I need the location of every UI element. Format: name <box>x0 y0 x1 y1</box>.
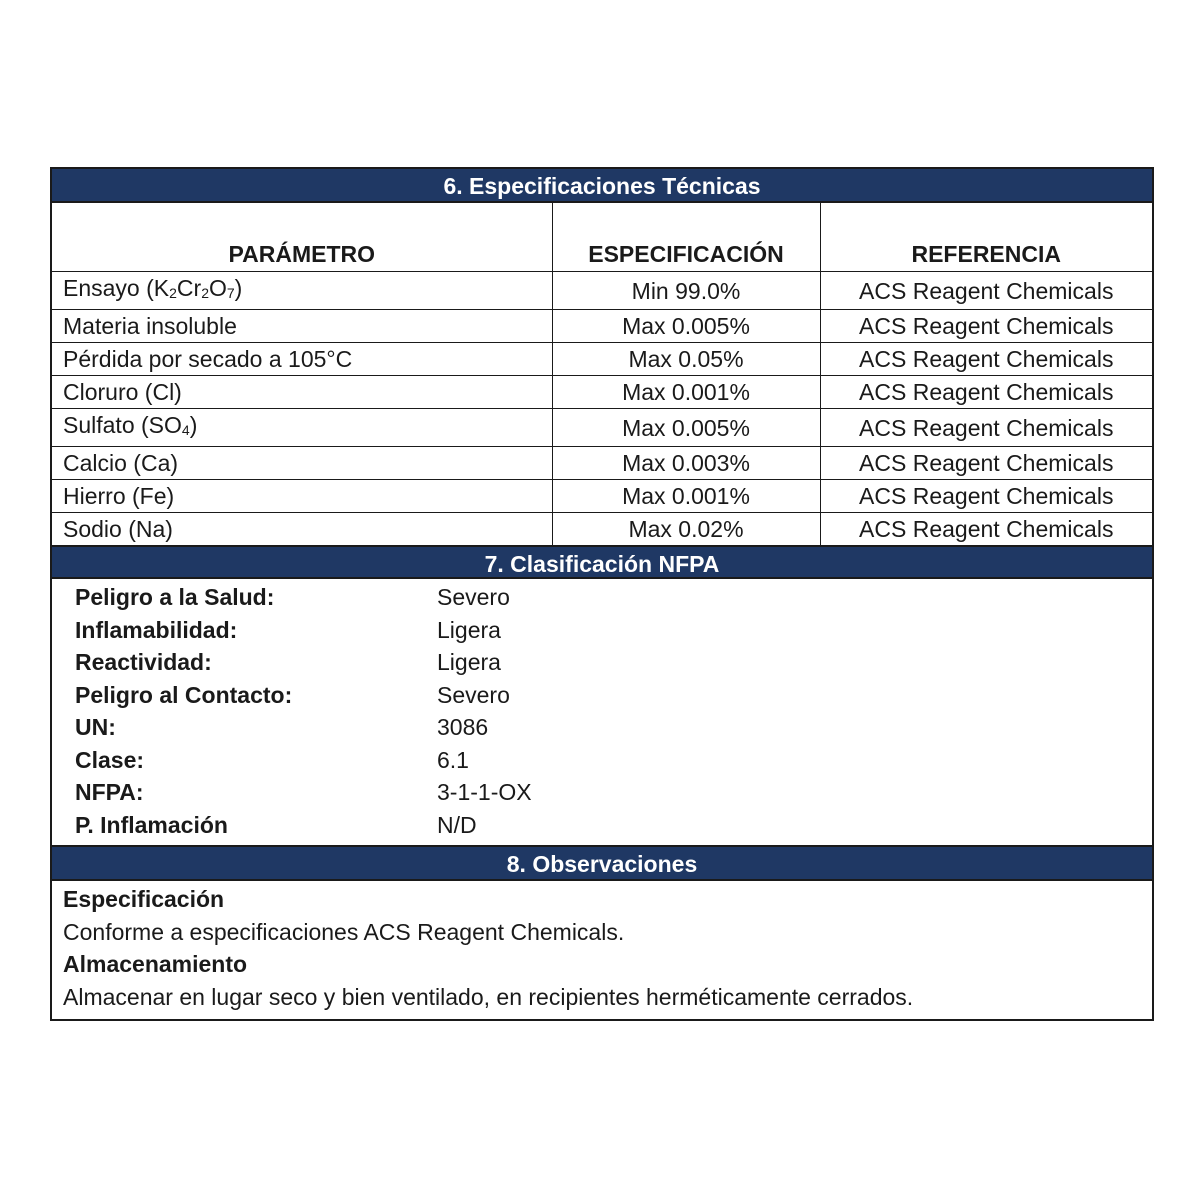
parameter-cell: Cloruro (Cl) <box>52 376 552 409</box>
section-6-header <box>52 169 1152 203</box>
column-header-specification: ESPECIFICACIÓN <box>552 203 820 272</box>
table-row <box>52 409 1152 447</box>
column-header-parameter: PARÁMETRO <box>52 203 552 272</box>
specification-cell: Max 0.001% <box>552 376 820 409</box>
table-row <box>52 447 1152 480</box>
nfpa-label: Reactividad: <box>75 649 212 675</box>
specification-cell: Max 0.05% <box>552 343 820 376</box>
reference-cell: ACS Reagent Chemicals <box>820 376 1152 409</box>
reference-cell: ACS Reagent Chemicals <box>820 343 1152 376</box>
specification-cell: Max 0.001% <box>552 480 820 513</box>
parameter-cell: Pérdida por secado a 105°C <box>52 343 552 376</box>
nfpa-label: UN: <box>75 714 116 740</box>
specifications-table <box>52 203 1152 545</box>
table-row <box>52 343 1152 376</box>
nfpa-value: 3-1-1-OX <box>437 779 532 805</box>
storage-heading: Almacenamiento <box>63 951 248 977</box>
reference-cell: ACS Reagent Chemicals <box>820 272 1152 310</box>
specification-cell: Min 99.0% <box>552 272 820 310</box>
observations-body <box>52 881 1152 1019</box>
specification-cell: Max 0.003% <box>552 447 820 480</box>
list-item <box>52 776 1152 809</box>
nfpa-value: Ligera <box>437 616 501 643</box>
section-7-header <box>52 545 1152 579</box>
list-item <box>52 614 1152 647</box>
section-8-header <box>52 847 1152 881</box>
reference-cell: ACS Reagent Chemicals <box>820 480 1152 513</box>
table-row <box>52 310 1152 343</box>
specification-text: Conforme a especificaciones ACS Reagent Chemicals. <box>63 918 625 945</box>
nfpa-value: 6.1 <box>437 746 469 773</box>
nfpa-label: Inflamabilidad: <box>75 616 238 643</box>
nfpa-value: Severo <box>437 584 510 610</box>
section-7-title: 7. Clasificación NFPA <box>484 551 720 577</box>
nfpa-label: Clase: <box>75 746 145 773</box>
nfpa-value: Severo <box>437 681 510 708</box>
nfpa-label: NFPA: <box>75 779 144 805</box>
list-item <box>52 711 1152 744</box>
technical-data-sheet <box>50 167 1154 1021</box>
nfpa-value: Ligera <box>437 649 501 675</box>
nfpa-classification-list <box>52 579 1152 847</box>
nfpa-value: N/D <box>437 811 477 838</box>
table-row <box>52 480 1152 513</box>
specification-cell: Max 0.02% <box>552 513 820 546</box>
parameter-cell: Ensayo $(K_2Cr_2O_7)$ <box>52 272 552 310</box>
parameter-cell: Sulfato $(SO_4)$ <box>52 409 552 447</box>
specification-cell: Max 0.005% <box>552 409 820 447</box>
column-header-reference: REFERENCIA <box>820 203 1152 272</box>
parameter-cell: Calcio (Ca) <box>52 447 552 480</box>
reference-cell: ACS Reagent Chemicals <box>820 310 1152 343</box>
parameter-cell: Materia insoluble <box>52 310 552 343</box>
nfpa-label: Peligro al Contacto: <box>75 681 293 708</box>
specification-heading: Especificación <box>63 886 225 912</box>
nfpa-value: 3086 <box>437 714 489 740</box>
list-item <box>52 646 1152 679</box>
specification-cell: Max 0.005% <box>552 310 820 343</box>
list-item <box>52 581 1152 614</box>
nfpa-label: Peligro a la Salud: <box>75 584 275 610</box>
table-header-row <box>52 203 1152 272</box>
reference-cell: ACS Reagent Chemicals <box>820 513 1152 546</box>
list-item <box>52 679 1152 712</box>
list-item <box>52 809 1152 842</box>
parameter-cell: Hierro (Fe) <box>52 480 552 513</box>
reference-cell: ACS Reagent Chemicals <box>820 447 1152 480</box>
storage-text: Almacenar en lugar seco y bien ventilado, en recipientes herméticamente cerrados. <box>63 983 914 1010</box>
reference-cell: ACS Reagent Chemicals <box>820 409 1152 447</box>
nfpa-label: P. Inflamación <box>75 811 228 838</box>
table-row <box>52 376 1152 409</box>
table-row <box>52 272 1152 310</box>
table-row <box>52 513 1152 546</box>
parameter-cell: Sodio (Na) <box>52 513 552 546</box>
list-item <box>52 744 1152 777</box>
section-8-title: 8. Observaciones <box>506 851 698 877</box>
section-6-title: 6. Especificaciones Técnicas <box>443 173 761 199</box>
